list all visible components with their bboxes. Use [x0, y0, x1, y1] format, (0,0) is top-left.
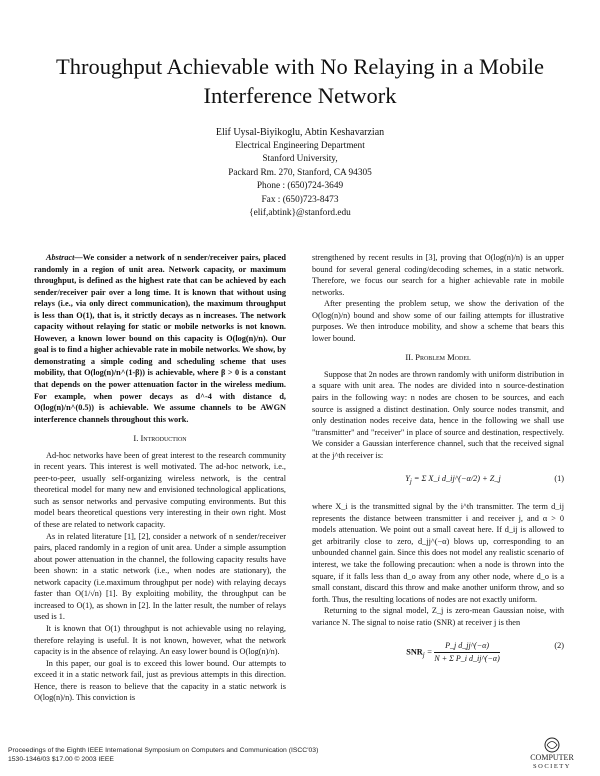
logo-text-society: SOCIETY: [533, 763, 571, 770]
footer-proceedings: Proceedings of the Eighth IEEE International Symposium on Computers and Communication (ISCC'03): [8, 747, 319, 754]
author-address: Packard Rm. 270, Stanford, CA 94305: [228, 167, 372, 178]
equation-2-body: $SNR_j$ = $\frac{\text{P\_j d\_jj\textasciicircum{}(−α)}}{\text{N + Σ P\_i d\_ij\textasciicircum{}(−α)}}$: [406, 641, 500, 664]
right-paragraph-2: After presenting the problem setup, we show the derivation of the O(log(n)/n) bound and show some of our failing attempts for illustrative purposes. We then introduce mobility, and show a scheme that bears this lower bound.: [312, 299, 564, 343]
abstract-label: Abstract: [46, 253, 75, 262]
right-column: [312, 252, 564, 676]
equation-1-body: $Y_j = \Sigma$ X_i d_ij^(−α/2) + Z_j: [405, 474, 501, 486]
author-fax: Fax : (650)723-8473: [261, 194, 339, 205]
equation-1-rhs: = Σ X_i d_ij^(−α/2) + Z_j: [413, 474, 501, 484]
author-block: [0, 126, 600, 221]
equation-2-numerator: P_j d_jj^(−α): [434, 640, 499, 653]
logo-text-computer: COMPUTER: [530, 753, 574, 762]
equation-2-denominator: N + Σ P_i d_ij^(−α): [434, 654, 500, 664]
footer-citation: [8, 746, 318, 764]
intro-paragraph-2: As in related literature [1], [2], consider a network of n sender/receiver pairs, placed randomly in a region of unit area. Under a simple assumption about power attenuation in the channel, the following capacity results have been shown: in a static network (i.e., when nodes are stationary), the network capacity (i.e.maximum throughput per node) with relaying decays faster than O(1/√n) [1]. By exploiting mobility, the throughput can be increased to O(1), as shown in [2]. In the latter result, the number of relays used is 1.: [34, 531, 286, 622]
intro-paragraph-3: It is known that O(1) throughput is not achievable using no relaying, therefore relaying is useful. It is not known, however, what the network capacity is in the absence of relaying. An easy lower bound is O(log(n)/n).: [34, 623, 286, 657]
equation-1-number: (1): [554, 474, 564, 484]
paper-title: Throughput Achievable with No Relaying in a Mobile Interference Network: [55, 54, 545, 108]
abstract: [34, 252, 286, 425]
author-univ: Stanford University,: [262, 154, 338, 164]
right-paragraph-1: strengthened by recent results in [3], proving that O(log(n)/n) is an upper bound for several general coding/decoding schemes, in a static network. Therefore, we focus our search for a higher achievable rate in mobile networks.: [312, 253, 564, 297]
equation-2-lhs: SNR: [406, 647, 423, 657]
equation-1-lhs: Y: [405, 474, 410, 484]
section-heading-intro: I. Introduction: [133, 433, 187, 444]
model-paragraph-3: Returning to the signal model, Z_j is zero-mean Gaussian noise, with variance N. The signal to noise ratio (SNR) at receiver j is then: [312, 606, 564, 627]
intro-paragraph-4: In this paper, our goal is to exceed this lower bound. Our attempts to exceed it in a static network fail, just as previous attempts in this direction. Hence, there is reason to believe that the capacity in a static network is O(log(n)/n). This conviction is: [34, 658, 286, 703]
computer-society-logo: [516, 736, 588, 770]
equation-2: [312, 634, 564, 670]
left-column: [34, 252, 286, 704]
abstract-text: —We consider a network of n sender/receiver pairs, placed randomly in a region of unit area. Network capacity, or maximum throughput, is defined as the highest rate that can be achieved by each sender/receiver pair over a long time. It is known that without using relays (i.e., via only direct communication), the maximum throughput is less than O(1), that is, it strictly decays as n increases. The network capacity without relaying for static or mobile networks is not known. However, a known lower bound on this capacity is O(log(n)/n). Our goal is to find a higher achievable rate in mobile networks. We show, by demonstrating a simple coding and scheduling scheme that uses mobility, that O(log(n)/n^(1-β)) is achievable, where β > 0 is a constant that depends on the power attenuation factor in the wireless medium. For example, when power decays as d^-4 with distance d, O(log(n)/n^(0.5)) is achievable. We assume channels to be AWGN interference channels throughout this work.: [34, 253, 286, 424]
intro-paragraph-1: Ad-hoc networks have been of great interest to the research community in recent years. This interest is well motivated. The ad-hoc network, i.e., peer-to-peer, usually self-organizing wireless network, is the central theoretical model for many new and envisioned technological applications, such as sensor networks and pervasive computing environments. But this model bears theoretical questions very interesting in their own right. Most of these are related to network capacity.: [34, 450, 286, 530]
author-names: Elif Uysal-Biyikoglu, Abtin Keshavarzian: [215, 127, 385, 138]
footer-issn: 1530-1346/03 $17.00 © 2003 IEEE: [8, 756, 114, 763]
equation-1: [312, 467, 564, 495]
equation-2-number: (2): [554, 641, 564, 651]
author-dept: Electrical Engineering Department: [235, 140, 365, 151]
section-heading-model: II. Problem Model: [405, 352, 471, 363]
computer-society-logo-icon: [516, 736, 588, 770]
model-paragraph-1: Suppose that 2n nodes are thrown randomly with uniform distribution in a square with unit area. The nodes are divided into n source-destination pairs in the following way: n nodes are chosen to be sources, and each source is assigned a distinct destination. Only source nodes transmit, and only destination nodes receive data, hence in the following we shall use "transmitter" and "receiver" in place of source and destination, respectively. We consider a Gaussian interference channel, such that the received signal at the j^th receiver is:: [312, 369, 564, 460]
author-phone: Phone : (650)724-3649: [256, 181, 344, 191]
model-paragraph-2: where X_i is the transmitted signal by the i^th transmitter. The term d_ij represents the distance between transmitter i and receiver j, and α > 0 models attenuation. We point out a small caveat here. If d_ij is allowed to get arbitrarily close to zero, d_jj^(−α) blows up, corresponding to an unbounded channel gain. Since this does not model any realistic scenario of interest, we take the following precaution: when a node is thrown into the square, if it falls less than d_o away from any other node, where d_o is a small constant, discard this throw and make another uniform throw, and so forth. Thus, the resulting locations of nodes are not exactly uniform.: [312, 502, 564, 604]
equation-2-fraction: [434, 640, 499, 665]
author-email: {elif,abtink}@stanford.edu: [249, 208, 351, 218]
